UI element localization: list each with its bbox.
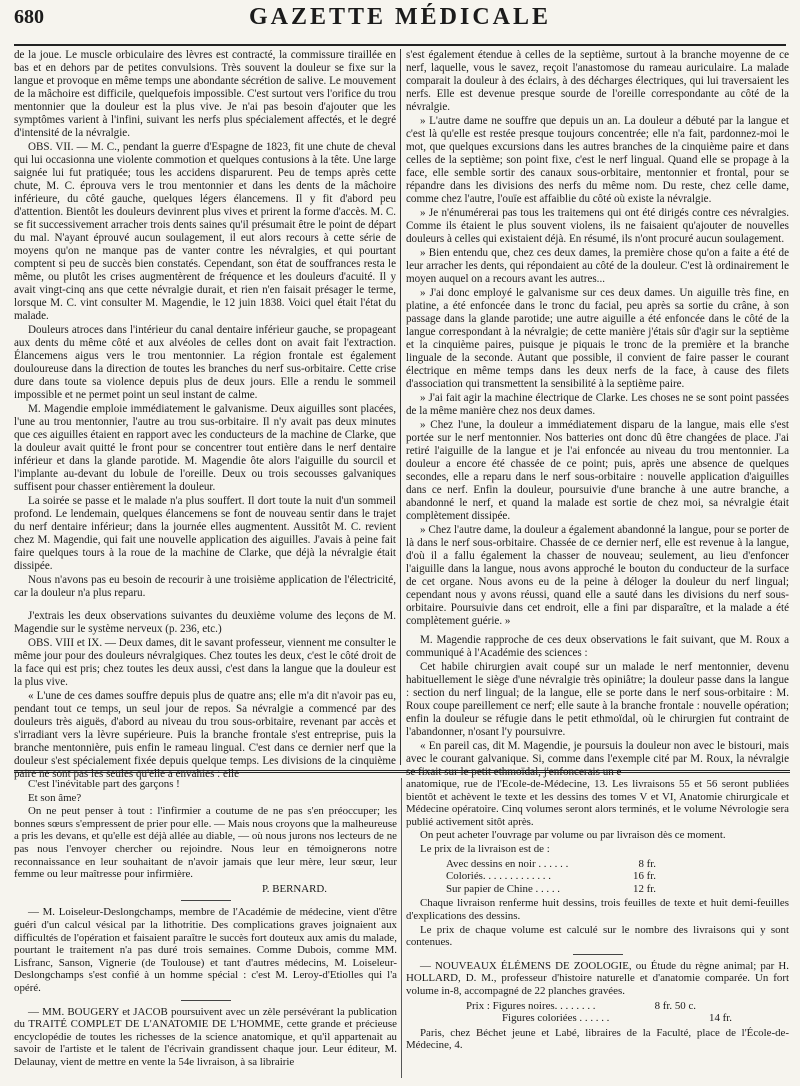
price-list <box>446 858 789 896</box>
observation-8-9: OBS. VIII et IX. — Deux dames, dit le savant professeur, viennent me consulter le même jour pour des douleurs névralgiques. Chez toutes les deux, c'est le côté droit de la face qui est pris; chez toutes les deux aussi, c'est dans la langue que la douleur est la plus vive. <box>14 637 396 688</box>
paragraph: J'extrais les deux observations suivantes du deuxième volume des leçons de M. Magendie sur le système nerveux (p. 236, etc.) <box>14 610 396 635</box>
observation-7: OBS. VII. — M. C., pendant la guerre d'Espagne de 1823, fit une chute de cheval qui lui occasionna une violente commotion et quelques contusions à la tête. Une large saignée lui fut pratiquée; tous les accidens disparurent. Peu de temps après cette chute, M. C. éprouva vers le trou mentonnier et dans les dents de la mâchoire inférieure, du côté gauche, quelques légers élancemens. Il y fit d'abord peu d'attention. Bientôt les douleurs devinrent plus vives et prirent la forme d'accès. M. C. se fit successivement arracher trois dents saines qu'il présumait être le point de départ du mal. N'ayant éprouvé aucun soulagement, il eut alors recours à cette série de moyens qu'on ne manque pas de vanter contre les névralgies, et qui pourtant comptent si peu de succès bien constatés. Cependant, son état de souffrances resta le même, ou plutôt les crises augmentèrent de fréquence et les douleurs d'acuité. Il y avait vingt-cinq ans que cette névralgie durait, et rien n'en faisait présager le terme, lorsque M. C. vint consulter M. Magendie, le 12 juin 1838. Voici quel était l'état du malade. <box>14 141 396 322</box>
paragraph: On ne peut penser à tout : l'infirmier a coutume de ne pas s'en préoccuper; les bonnes sœurs s'empressent de prier pour elle. — Mais nous croyons que la malheureuse a pris les devans, et qu'elle est déjà allée au diable, — où nous jurons nos lecteurs de ne pas nous l'envoyer chercher ou rejoindre. Nous leur en témoignerons notre reconnaissance en leur souhaitant de n'avoir jamais que leur mère, leur sœur, leur femme ou leur maîtresse pour infirmière. <box>14 805 397 881</box>
paragraph: s'est également étendue à celles de la septième, surtout à la branche moyenne de ce nerf, laquelle, vous le savez, reçoit l'anastomose du rameau auriculaire. La malade comparait la douleur à des éclairs, à des décharges électriques, qui lui traversaient les nerfs. Elle est devenue presque sourde de l'oreille correspondante au côté de la névralgie. <box>406 49 789 113</box>
paragraph: Le prix de la livraison est de : <box>420 842 550 855</box>
paragraph: » Chez l'autre dame, la douleur a également abandonné la langue, pour se porter de là dans le nerf sous-orbitaire. Chassée de ce dernier nerf, elle est revenue à la langue, d'où il a fallu également la chasser de nouveau; seulement, au lieu d'enfoncer l'aiguille dans la langue, nous avons approché le bouton du conducteur de la surface de cet organe. Nous avons eu de la peine à déloger la douleur du nerf lingual; cependant nous y avons réussi, quand elle a sauté dans les divisions du nerf sous-orbitaire. Poursuivie dans cet endroit, elle a fini par disparaître, et la malade a été complètement guérie. » <box>406 524 789 627</box>
article-column-left <box>14 49 396 780</box>
masthead-title: GAZETTE MÉDICALE <box>248 4 552 30</box>
paragraph: Paris, chez Béchet jeune et Labé, libraires de la Faculté, place de l'École-de-Médecine, 4. <box>406 1026 789 1052</box>
paragraph: M. Magendie rapproche de ces deux observations le fait suivant, que M. Roux a communiqué à l'Académie des sciences : <box>406 634 789 659</box>
price-row: Coloriés. . . . . . . . . . . . . 16 fr. <box>446 870 656 883</box>
divider <box>181 900 231 901</box>
page-header <box>14 2 786 46</box>
price-list <box>466 1000 789 1025</box>
feuilleton-right <box>406 778 789 1082</box>
paragraph: Le prix de chaque volume est calculé sur le nombre des livraisons qui y sont contenues. <box>406 923 789 949</box>
paragraph: » J'ai donc employé le galvanisme sur ces deux dames. Un aiguille très fine, en platine, a été enfoncée dans le tronc du facial, peu après sa sortie du crâne, à son passage dans la glande parotide; une autre aiguille a été enfoncée dans le côté de la langue correspondant à la névralgie; de cette manière j'étais sûr d'agir sur la septième et la cinquième paires, puisque je piquais le tronc de la première et la branche linguale de la seconde. Autant que possible, il convient de faire passer le courant électrique en même temps dans les deux nerfs de la face, à cause des filets d'association qui transmettent la sensibilité à la septième paire. <box>406 287 789 390</box>
paragraph: La soirée se passe et le malade n'a plus souffert. Il dort toute la nuit d'un sommeil profond. Le lendemain, quelques élancemens se font de nouveau sentir dans le trajet du nerf dentaire inférieur; dans la journée elles augmentent. Aussitôt M. C. revient chez M. Magendie, qui fait une nouvelle application des aiguilles. J'avais à peine fait faire quelques tours à la roue de la machine de Clarke, que déjà la névralgie était dissipée. <box>14 495 396 572</box>
paragraph: C'est l'inévitable part des garçons ! <box>28 778 180 790</box>
news-item: — NOUVEAUX ÉLÉMENS DE ZOOLOGIE, ou Étude du règne animal; par H. HOLLARD, D. M., professeur d'histoire naturelle et d'anatomie comparée. Un fort volume in-8, accompagné de 22 planches gravées. <box>406 959 789 997</box>
paragraph: Et son âme? <box>28 791 82 804</box>
news-item: — M. Loiseleur-Deslongchamps, membre de l'Académie de médecine, vient d'être guéri d'un calcul vésical par la lithotritie. Des complications graves joignaient aux difficultés de l'opération et faisaient paraître le succès fort douteux aux amis du malade, pourtant le traitement n'a pas duré trois semaines. Comme Dubois, comme MM. Lisfranc, Sanson, Vignerie (de Toulouse) et tant d'autres médecins, M. Loiseleur-Deslongchamps s'est confié à un homme spécial : c'est M. Leroy-d'Etiolles qui l'a opéré. <box>14 906 397 994</box>
feuilleton-separator <box>14 770 790 773</box>
price-row: Avec dessins en noir . . . . . . 8 fr. <box>446 857 656 870</box>
price-row: Prix : Figures noires. . . . . . . . 8 fr. 50 c. <box>466 999 696 1012</box>
paragraph: Chaque livraison renferme huit dessins, trois feuilles de texte et huit demi-feuilles d'explications des dessins. <box>406 897 789 922</box>
paragraph: » L'autre dame ne souffre que depuis un an. La douleur a débuté par la langue et c'est là qu'elle est restée presque toujours concentrée; elle n'a fait, pardonnez-moi le mot, que quelques excursions dans les autres branches de la cinquième paire et dans celles de la septième; son point fixe, c'est le nerf lingual. Quand elle se propage à la face, elle semble sortir des canaux sous-orbitaire, mentonnier et frontal, pour se répandre dans les divisions des nerfs du même nom. Du reste, chez celle dame, comme chez l'autre, l'ouïe est affaiblie du côté où existe la névralgie. <box>406 115 789 205</box>
paragraph: de la joue. Le muscle orbiculaire des lèvres est contracté, la commissure tiraillée en bas et en dehors par de petites convulsions. Très souvent la douleur se fixe sur la langue et provoque en même temps une abondante sécrétion de salive. Le mouvement de la mâchoire est difficile, quelquefois impossible. C'est surtout vers l'orifice du trou mentonnier que la douleur est la plus vive. Je n'ai pas besoin d'ajouter que les symptômes varient à l'infini, suivant les nerfs plus spécialement affectés, et le degré d'intensité de la névralgie. <box>14 49 396 139</box>
paragraph: » Chez l'une, la douleur a immédiatement disparu de la langue, mais elle s'est portée sur le nerf mentonnier. Nos batteries ont donc dû être changées de place. J'ai retiré l'aiguille de la langue et je l'ai enfoncée au niveau du trou mentonnier. La douleur a encore été chassée de ce point; puis, après une absence de quelques secondes, elle a reparu dans le nerf sous-orbitaire : nouvelle application d'aiguilles dans ce nerf. Enfin la douleur, poursuivie d'une branche à une autre branche, a abandonné le nerf, et quand la malade est sortie de chez moi, sa névralgie était complètement dissipée. <box>406 419 789 522</box>
paragraph: » Je n'énumérerai pas tous les traitemens qui ont été dirigés contre ces névralgies. Comme ils étaient le plus souvent violens, ils ne faisaient qu'ajouter de nouvelles douleurs à celles qui existaient déjà. En résumé, ils n'ont procuré aucun soulagement. <box>406 207 789 245</box>
feuilleton-left <box>14 778 397 1082</box>
price-row: Figures coloriées . . . . . . 14 fr. <box>502 1012 732 1025</box>
price-row: Sur papier de Chine . . . . . 12 fr. <box>446 882 656 895</box>
paragraph: On peut acheter l'ouvrage par volume ou par livraison dès ce moment. <box>420 829 726 842</box>
column-divider <box>401 778 402 1078</box>
article-column-right <box>406 49 789 778</box>
paragraph: M. Magendie emploie immédiatement le galvanisme. Deux aiguilles sont placées, l'une au trou mentonnier, l'autre au trou sus-orbitaire. Il n'y avait pas deux minutes que ces aiguilles étaient en rapport avec les conducteurs de la machine de Clarke, que la douleur avait quitté le front pour se concentrer tout entière dans le nerf dentaire inférieur et dans la glande parotide. M. Magendie ôte alors l'aiguille du sourcil et l'implante au-devant du lobule de l'oreille. Deux ou trois secousses galvaniques suffisent pour chasser entièrement la douleur. <box>14 403 396 493</box>
paragraph: « L'une de ces dames souffre depuis plus de quatre ans; elle m'a dit n'avoir pas eu, pendant tout ce temps, un seul jour de repos. Sa névralgie a commencé par des douleurs très aiguës, d'abord au niveau du trou sous-orbitaire, revenant par accès et s'irradiant vers la lèvre supérieure. Puis la branche frontale s'est entreprise, puis la branche mentonnière, puis enfin le rameau lingual. C'est dans ce dernier nerf que la douleur s'est spécialement fixée depuis quelque temps. Les divisions de la cinquième paire ne sont pas les seules qu'elle a envahies : elle <box>14 690 396 780</box>
paragraph: » Bien entendu que, chez ces deux dames, la première chose qu'on a faite a été de leur arracher les dents, qui répondaient au côté de la douleur. C'est là ordinairement le moyen auquel on a recours avant les autres... <box>406 247 789 285</box>
column-divider <box>400 49 401 765</box>
news-item: — MM. BOUGERY et JACOB poursuivent avec un zèle persévérant la publication du TRAITÉ COMPLET DE L'ANATOMIE DE L'HOMME, cette grande et précieuse encyclopédie de toutes les richesses de la science anatomique, et qu'il appartenait au savoir de l'artiste et le talent de l'écrivain grandissent chaque jour. Leur éditeur, M. Delaunay, vient de mettre en vente la 54e livraison, à sa librairie <box>14 1005 397 1068</box>
paragraph: « En pareil cas, dit M. Magendie, je poursuis la douleur non avec le bistouri, mais avec le courant galvanique. Si, comme dans l'exemple cité par M. Roux, la névralgie se fixait sur le petit ethmoïdal, j'enfoncerais un e <box>406 740 789 778</box>
paragraph: Douleurs atroces dans l'intérieur du canal dentaire inférieur gauche, se propageant aux dents du même côté et aux alvéoles de celles dont on avait fait l'extraction. Élancemens aigus vers le trou mentonnier. La région frontale est également douloureuse dans la direction de toutes les branches du nerf sus-orbitaire. Cette crise dure dans toute sa violence depuis plus de deux jours. Elle a rendu le sommeil impossible et ne permet point un seul instant de calme. <box>14 324 396 401</box>
author-signature: P. BERNARD. <box>261 882 327 895</box>
page-number: 680 <box>14 6 44 28</box>
divider <box>181 1000 231 1001</box>
divider <box>573 954 623 955</box>
paragraph: anatomique, rue de l'Ecole-de-Médecine, 13. Les livraisons 55 et 56 seront publiées bientôt et achèvent le texte et les dessins des tomes V et VI, Anatomie chirurgicale et Médecine opératoire. Cinq volumes seront alors terminés, et le volume Névrologie sera publié activement sitôt après. <box>406 778 789 828</box>
paragraph: » J'ai fait agir la machine électrique de Clarke. Les choses ne se sont point passées de la même manière chez nos deux dames. <box>406 392 789 417</box>
paragraph: Nous n'avons pas eu besoin de recourir à une troisième application de l'électricité, car la douleur n'a plus reparu. <box>14 574 396 599</box>
paragraph: Cet habile chirurgien avait coupé sur un malade le nerf mentonnier, devenu habituellement le siège d'une névralgie très opiniâtre; la douleur passe dans la langue : section du nerf lingual; de la langue, elle se porte dans le nerf sous-orbitaire : M. Roux coupe pareillement ce nerf; elle saute à la branche frontale : nouvelle opération; enfin la douleur se réfugie dans le petit ethmoïdal, où le chirurgien fut contraint de l'abandonner, n'osant l'y poursuivre. <box>406 661 789 738</box>
